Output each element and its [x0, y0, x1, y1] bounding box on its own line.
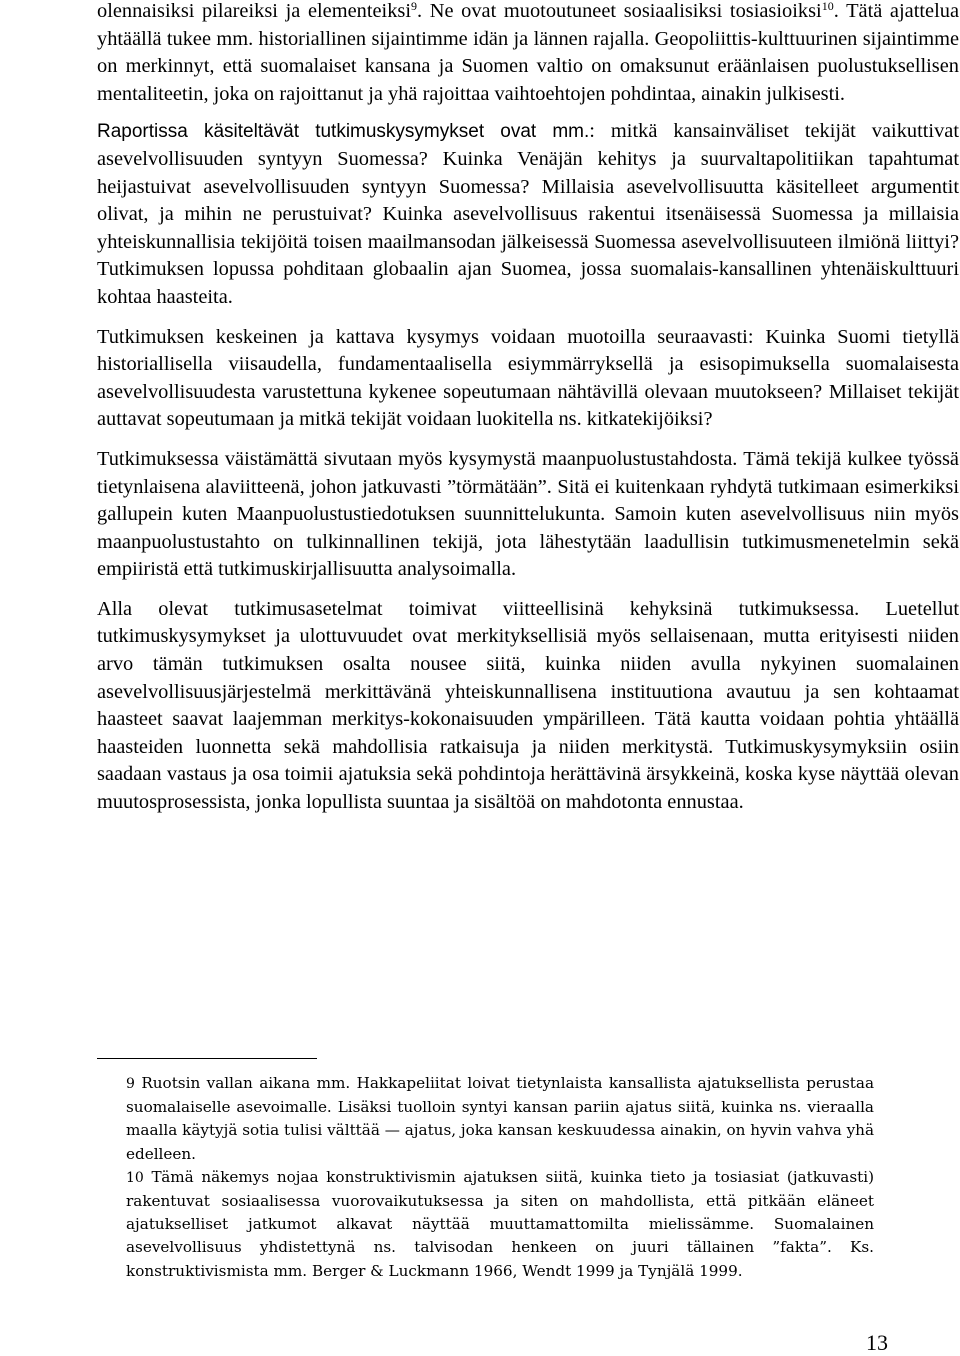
paragraph-1-text-a: olennaisiksi pilareiksi ja elementeiksi — [97, 0, 411, 22]
paragraph-1-text-c: . Tätä ajattelua yhtäällä tukee mm. historiallinen sijaintimme idän ja lännen rajalla. Geopoliittis-kulttuurinen sijaintimme on merkinnyt, että suomalaiset kansana ja Suomen valtio on omaksunut eräänlaisen puolustuksellisen mentaliteetin, joka on rajoittanut ja yhä rajoittaa vaihtoehtojen pohdintaa, ainakin julkisesti. — [97, 0, 959, 105]
footnote-9-number: 9 — [126, 1076, 135, 1092]
footnote-9-text: Ruotsin vallan aikana mm. Hakkapeliitat loivat tietynlaista kansallista ajatuksellista perustaa suomalaiselle asevoimalle. Lisäksi tuolloin syntyi kansan pariin ajatus siitä, kuinka ns. vieraalla maalla käytyjä sotia tulisi välttää — ajatus, joka kansan keskuudessa ainakin, on hyvin vahva yhä edelleen. — [126, 1074, 874, 1163]
paragraph-3: Tutkimuksen keskeinen ja kattava kysymys voidaan muotoilla seuraavasti: Kuinka Suomi tietyllä historiallisella viisaudella, fundamentaalisella esiymmärryksellä ja esisopimuksella suomalaisesta asevelvollisuudesta varustettuna kykenee sopeutumaan nähtävillä olevaan muutokseen? Millaiset tekijät auttavat sopeutumaan ja mitkä tekijät voidaan luokitella ns. kitkatekijöiksi? — [97, 325, 959, 431]
paragraph-2-text-b: : mitkä kansainväliset tekijät vaikuttivat asevelvollisuuden syntyyn Suomessa? Kuinka Venäjän kehitys ja suurvaltapolitiikan tapahtumat heijastuivat asevelvollisuuden syntyyn Suomessa? Millaisia asevelvollisuutta käsitelleet argumentit olivat, ja mihin ne perustuivat? Kuinka asevelvollisuus rakentui itsenäisessä Suomessa ja millaisia yhteiskunnallisia tekijöitä toisen maailmansodan jälkeisessä Suomessa asevelvollisuuteen ilmiönä liittyi? Tutkimuksen lopussa pohditaan globaalin ajan Suomea, jossa suomalais-kansallinen yhtenäiskulttuuri kohtaa haasteita. — [97, 120, 959, 308]
paragraph-1-text-b: . Ne ovat muotoutuneet sosiaalisiksi tosiasioiksi — [417, 0, 822, 22]
footnote-10-text: Tämä näkemys nojaa konstruktivismin ajatuksen siitä, kuinka tieto ja tosiasiat (jatkuvasti) rakentuvat sosiaalisessa vuorovaikutuksessa ja siten on mahdollista, että pitkään eläneet ajatukselliset jatkumot alkavat näyttää muuttamattomilta mielissämme. Suomalainen asevelvollisuus yhdistettynä ns. talvisodan henkeen on juuri tällainen ”fakta”. Ks. konstruktivismista mm. Berger & Luckmann 1966, Wendt 1999 ja Tynjälä 1999. — [126, 1167, 875, 1280]
paragraph-4: Tutkimuksessa väistämättä sivutaan myös kysymystä maanpuolustustahdosta. Tämä tekijä kulkee työssä tietynlaisena alaviitteenä, johon jatkuvasti ”törmätään”. Sitä ei kuitenkaan ryhdytä tutkimaan esimerkiksi gallupein kuten Maanpuolustustiedotuksen suunnittelukunta. Samoin kuten asevelvollisuus niin myös maanpuolustustahto on tulkinnallinen tekijä, jota lähestytään laadullisin tutkimusmenetelmin sekä empiiristä että tutkimuskirjallisuutta analysoimalla. — [97, 447, 959, 581]
paragraph-2-text-a: Raportissa käsiteltävät tutkimuskysymykset ovat mm. — [97, 121, 590, 143]
page-number: 13 — [866, 1330, 888, 1355]
footnote-separator — [97, 1058, 317, 1059]
paragraph-1 — [97, 0, 959, 108]
document-page — [97, 0, 959, 1280]
footnotes — [126, 1072, 874, 1283]
paragraph-2 — [97, 118, 959, 311]
paragraph-5: Alla olevat tutkimusasetelmat toimivat viitteellisinä kehyksinä tutkimuksessa. Luetellut tutkimuskysymykset ja ulottuvuudet ovat merkityksellisiä myös sellaisenaan, mutta erityisesti niiden arvo tämän tutkimuksen osalta nousee siitä, kuinka niiden avulla nykyinen suomalainen asevelvollisuusjärjestelmä merkittävänä yhteiskunnallisena instituutiona avautuu ja sen kohtaamat haasteet saavat laajemman merkitys-kokonaisuuden ympärilleen. Tätä kautta voidaan pohtia yhtäällä haasteiden luonnetta sekä mahdollisia ratkaisuja ja niiden merkitystä. Tutkimuskysymyksiin osiin saadaan vastaus ja osa toimii ajatuksia sekä pohdintoja herättävinä ärsykkeinä, koska kyse näyttää olevan muutosprosessista, jonka lopullista suuntaa ja sisältöä on mahdotonta ennustaa. — [97, 597, 959, 814]
footnote-ref-10[interactable]: 10 — [821, 0, 834, 13]
footnote-10-number: 10 — [126, 1169, 144, 1186]
footnote-10 — [126, 1166, 874, 1283]
footnote-ref-9[interactable]: 9 — [411, 0, 417, 13]
footnote-9 — [126, 1072, 874, 1166]
